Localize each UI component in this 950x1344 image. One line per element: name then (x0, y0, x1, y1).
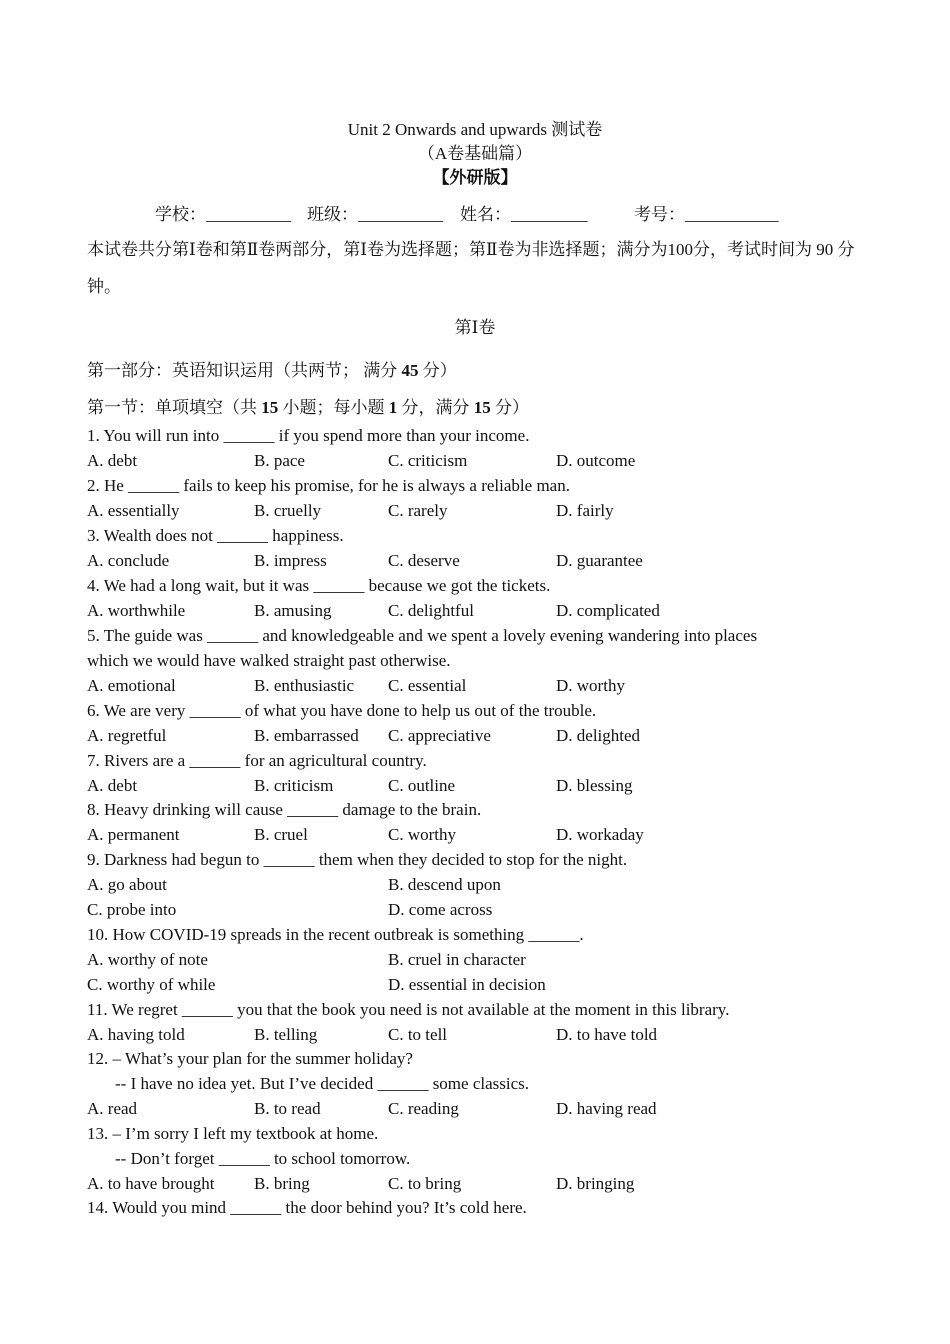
option-d: D. bringing (556, 1174, 635, 1193)
question-text: 2. He ______ fails to keep his promise, for he is always a reliable man. (87, 476, 570, 495)
option-c: C. to tell (388, 1025, 448, 1044)
option-d: D. to have told (556, 1025, 658, 1044)
option-d: D. come across (388, 900, 493, 919)
question-text: 11. We regret ______ you that the book you need is not available at the moment in this library. (87, 1000, 730, 1019)
question-text: 13. – I’m sorry I left my textbook at home. (87, 1124, 379, 1143)
exam-number-field: 考号：___________ (634, 205, 779, 224)
option-b: B. embarrassed (254, 726, 359, 745)
question-text: 12. – What’s your plan for the summer holiday? (87, 1049, 413, 1068)
option-c: C. deserve (388, 551, 460, 570)
question-text: 4. We had a long wait, but it was ______ because we got the tickets. (87, 576, 551, 595)
option-c: C. to bring (388, 1174, 462, 1193)
option-b: B. descend upon (388, 875, 501, 894)
exam-title: Unit 2 Onwards and upwards 测试卷 (347, 120, 603, 139)
volume-title: 第Ⅰ卷 (454, 318, 496, 337)
option-c: C. essential (388, 676, 467, 695)
question-text-continued: which we would have walked straight past otherwise. (87, 651, 451, 670)
question-text: 9. Darkness had begun to ______ them when they decided to stop for the night. (87, 850, 628, 869)
option-c: C. outline (388, 776, 456, 795)
question-dialogue-reply: -- Don’t forget ______ to school tomorrow. (115, 1149, 411, 1168)
option-d: D. fairly (556, 501, 614, 520)
option-a: A. conclude (87, 551, 170, 570)
question-text: 7. Rivers are a ______ for an agricultural country. (87, 751, 427, 770)
option-a: A. having told (87, 1025, 185, 1044)
option-a: A. debt (87, 451, 138, 470)
option-c: C. probe into (87, 900, 177, 919)
option-a: A. regretful (87, 726, 167, 745)
option-a: A. go about (87, 875, 167, 894)
option-b: B. cruel in character (388, 950, 526, 969)
option-b: B. enthusiastic (254, 676, 355, 695)
option-a: A. read (87, 1099, 138, 1118)
option-d: D. workaday (556, 825, 644, 844)
option-d: D. essential in decision (388, 975, 546, 994)
option-d: D. guarantee (556, 551, 643, 570)
option-a: A. emotional (87, 676, 176, 695)
option-c: C. criticism (388, 451, 468, 470)
option-d: D. complicated (556, 601, 660, 620)
option-b: B. cruel (254, 825, 308, 844)
option-c: C. worthy of while (87, 975, 216, 994)
exam-subtitle: （A卷基础篇） (417, 144, 533, 163)
class-field: 班级：__________ (307, 205, 443, 224)
option-d: D. blessing (556, 776, 633, 795)
option-a: A. permanent (87, 825, 180, 844)
option-c: C. worthy (388, 825, 456, 844)
question-text: 10. How COVID-19 spreads in the recent outbreak is something ______. (87, 925, 584, 944)
question-text: 1. You will run into ______ if you spend more than your income. (87, 426, 530, 445)
option-c: C. delightful (388, 601, 474, 620)
school-field: 学校：__________ (155, 205, 291, 224)
option-a: A. debt (87, 776, 138, 795)
question-text: 3. Wealth does not ______ happiness. (87, 526, 344, 545)
part-one-heading: 第一部分：英语知识运用（共两节； 满分 45 分） (87, 361, 457, 380)
option-c: C. appreciative (388, 726, 491, 745)
option-a: A. to have brought (87, 1174, 215, 1193)
name-field: 姓名：_________ (460, 205, 588, 224)
exam-edition: 【外研版】 (432, 168, 518, 187)
option-c: C. rarely (388, 501, 448, 520)
option-d: D. having read (556, 1099, 657, 1118)
question-text: 8. Heavy drinking will cause ______ damage to the brain. (87, 800, 482, 819)
option-b: B. impress (254, 551, 327, 570)
option-b: B. cruelly (254, 501, 322, 520)
option-b: B. telling (254, 1025, 318, 1044)
option-d: D. delighted (556, 726, 641, 745)
question-text: 5. The guide was ______ and knowledgeable and we spent a lovely evening wandering into places (87, 626, 758, 645)
section-one-heading: 第一节：单项填空（共 15 小题；每小题 1 分，满分 15 分） (87, 398, 529, 417)
option-a: A. worthy of note (87, 950, 208, 969)
option-b: B. amusing (254, 601, 332, 620)
option-b: B. bring (254, 1174, 310, 1193)
option-d: D. outcome (556, 451, 636, 470)
option-d: D. worthy (556, 676, 625, 695)
option-a: A. essentially (87, 501, 180, 520)
option-b: B. to read (254, 1099, 321, 1118)
option-b: B. pace (254, 451, 305, 470)
option-b: B. criticism (254, 776, 334, 795)
exam-intro: 本试卷共分第Ⅰ卷和第Ⅱ卷两部分，第Ⅰ卷为选择题；第Ⅱ卷为非选择题；满分为100分，考试时间为 90 分钟。 (87, 240, 855, 296)
option-c: C. reading (388, 1099, 459, 1118)
question-text: 6. We are very ______ of what you have done to help us out of the trouble. (87, 701, 597, 720)
question-text: 14. Would you mind ______ the door behind you? It’s cold here. (87, 1198, 527, 1217)
option-a: A. worthwhile (87, 601, 186, 620)
question-dialogue-reply: -- I have no idea yet. But I’ve decided ______ some classics. (115, 1074, 530, 1093)
